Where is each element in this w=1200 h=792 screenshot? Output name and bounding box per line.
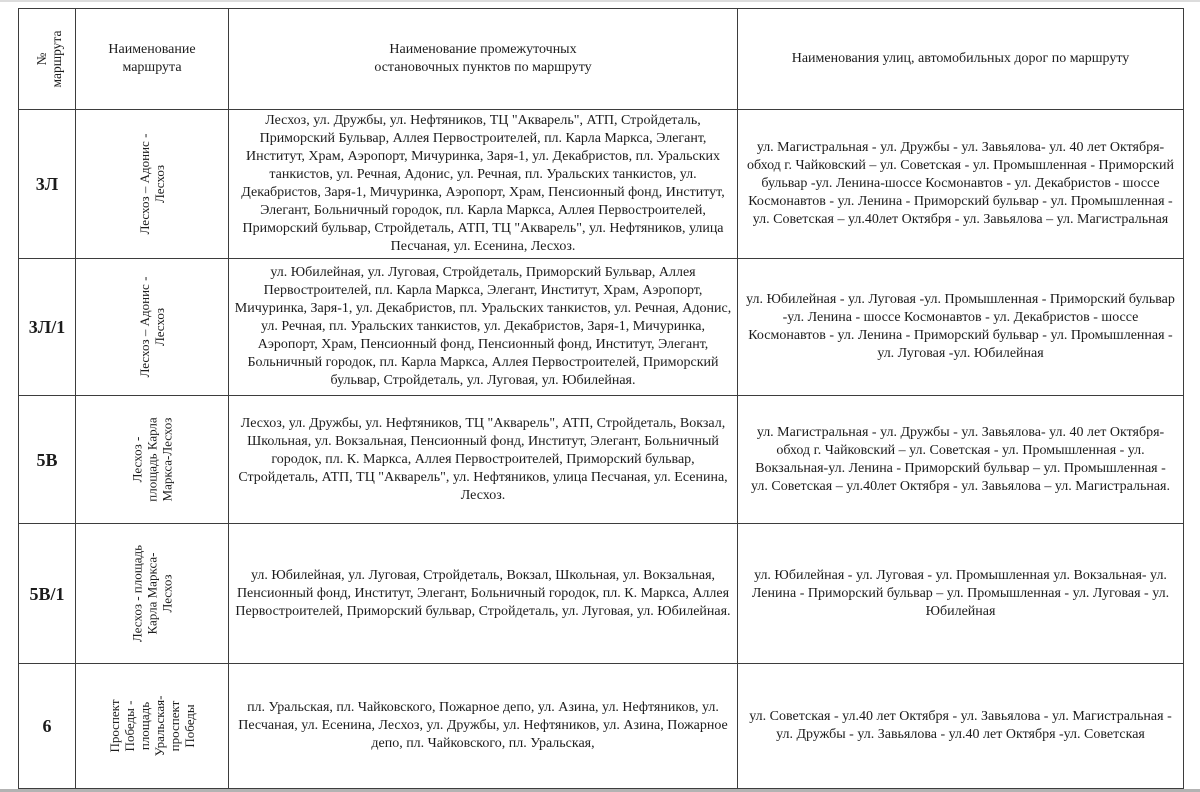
header-stops-label: Наименование промежуточных остановочных пунктов по маршруту: [374, 42, 592, 75]
header-route-name-label: Наименование маршрута: [108, 42, 196, 75]
route-stops-cell: Лесхоз, ул. Дружбы, ул. Нефтяников, ТЦ "Акварель", АТП, Стройдеталь, Приморский Бульвар, Аллея Первостроителей, пл. Карла Маркса, Элегант, Институт, Храм, Аэропорт, Мичуринка, Заря-1, ул. Декабристов, пл. Уральских танкистов, ул. Речная, Адонис, ул. Речная, пл. Уральских танкистов, ул. Декабристов, Заря-1, Мичуринка, Аэропорт, Храм, Пенсионный фонд, Институт, Элегант, Больничный городок, пл. Карла Маркса, Аллея Первостроителей, Приморский бульвар, Стройдеталь, АТП, ТЦ "Акварель", ул. Нефтяников, улица Песчаная, ул. Есенина, Лесхоз.: [229, 110, 738, 259]
route-number: 6: [42, 716, 52, 736]
route-number-cell: [19, 664, 76, 789]
route-streets-cell: ул. Магистральная - ул. Дружбы - ул. Завьялова- ул. 40 лет Октября- обход г. Чайковский – ул. Советская - ул. Промышленная - ул. Вокзальная-ул. Ленина - Приморский бульвар – ул. Промышленная - ул. Советская – ул.40лет Октября - ул. Завьялова – ул. Магистральная.: [738, 396, 1184, 524]
route-name: Лесхоз – Адонис - Лесхоз: [137, 276, 167, 378]
route-name: Лесхоз – Адонис - Лесхоз: [137, 133, 167, 235]
route-name-cell: [76, 664, 229, 789]
route-name-cell: [76, 524, 229, 664]
route-row: [19, 396, 1184, 524]
route-name: Лесхоз - площадь Карла Маркса- Лесхоз: [129, 544, 175, 643]
document-page: [18, 8, 1200, 792]
route-streets-cell: ул. Юбилейная - ул. Луговая -ул. Промышленная - Приморский бульвар -ул. Ленина - шоссе Космонавтов - ул. Декабристов - шоссе Космонавтов - ул. Ленина - Приморский бульвар - ул. Промышленная - ул. Луговая -ул. Юбилейная: [738, 259, 1184, 396]
route-row: [19, 259, 1184, 396]
route-name-cell: [76, 259, 229, 396]
header-row: [19, 9, 1184, 110]
route-stops-cell: Лесхоз, ул. Дружбы, ул. Нефтяников, ТЦ "Акварель", АТП, Стройдеталь, Вокзал, Школьная, ул. Вокзальная, Пенсионный фонд, Институт, Элегант, Больничный городок, пл. К. Маркса, Аллея Первостроителей, Приморский бульвар, Стройдеталь, АТП, ТЦ "Акварель", ул. Нефтяников, улица Песчаная, ул. Есенина, Лесхоз.: [229, 396, 738, 524]
header-route-number-label: № маршрута: [34, 30, 64, 88]
route-number: 5В/1: [29, 583, 65, 604]
route-name-cell: [76, 396, 229, 524]
route-number-cell: [19, 524, 76, 664]
route-row: [19, 664, 1184, 789]
route-number-cell: [19, 396, 76, 524]
route-streets-cell: ул. Юбилейная - ул. Луговая - ул. Промышленная ул. Вокзальная- ул. Ленина - Приморский бульвар – ул. Промышленная - ул. Луговая - ул. Юбилейная: [738, 524, 1184, 664]
bus-routes-table: [18, 8, 1184, 789]
header-streets: [738, 9, 1184, 110]
route-streets-cell: ул. Магистральная - ул. Дружбы - ул. Завьялова- ул. 40 лет Октября- обход г. Чайковский – ул. Советская - ул. Промышленная - Приморский бульвар -ул. Ленина-шоссе Космонавтов - ул. Декабристов - шоссе Космонавтов - ул. Ленина - Приморский бульвар - ул. Промышленная - ул. Советская – ул.40лет Октября - ул. Завьялова – ул. Магистральная: [738, 110, 1184, 259]
route-name-cell: [76, 110, 229, 259]
header-route-name: [76, 9, 229, 110]
route-name: Лесхоз - площадь Карла Маркса-Лесхоз: [129, 417, 175, 502]
route-name: Проспект Победы - площадь Уральская- проспект Победы: [107, 695, 197, 757]
route-stops-cell: ул. Юбилейная, ул. Луговая, Стройдеталь, Приморский Бульвар, Аллея Первостроителей, пл. Карла Маркса, Элегант, Институт, Храм, Аэропорт, Мичуринка, Заря-1, ул. Декабристов, пл. Уральских танкистов, ул. Речная, Адонис, ул. Речная, пл. Уральских танкистов, ул. Декабристов, Заря-1, Мичуринка, Аэропорт, Храм, Пенсионный фонд, Пенсионный фонд, Институт, Элегант, Больничный городок, пл. Карла Маркса, Аллея Первостроителей, Приморский бульвар, Стройдеталь, ул. Луговая, ул. Юбилейная.: [229, 259, 738, 396]
route-row: [19, 110, 1184, 259]
route-streets-cell: ул. Советская - ул.40 лет Октября - ул. Завьялова - ул. Магистральная - ул. Дружбы - ул. Завьялова - ул.40 лет Октября -ул. Советская: [738, 664, 1184, 789]
route-number-cell: [19, 259, 76, 396]
page-top-divider: [0, 0, 1200, 2]
route-number: 3Л: [35, 174, 59, 194]
header-streets-label: Наименования улиц, автомобильных дорог по маршруту: [791, 51, 1130, 66]
route-number: 3Л/1: [28, 317, 66, 337]
route-number-cell: [19, 110, 76, 259]
route-stops-cell: пл. Уральская, пл. Чайковского, Пожарное депо, ул. Азина, ул. Нефтяников, ул. Песчаная, ул. Есенина, Лесхоз, ул. Дружбы, ул. Нефтяников, ул. Азина, Пожарное депо, пл. Чайковского, пл. Уральская,: [229, 664, 738, 789]
header-stops: [229, 9, 738, 110]
route-number: 5В: [36, 449, 58, 470]
header-route-number: [19, 9, 76, 110]
route-row: [19, 524, 1184, 664]
route-stops-cell: ул. Юбилейная, ул. Луговая, Стройдеталь, Вокзал, Школьная, ул. Вокзальная, Пенсионный фонд, Институт, Элегант, Больничный городок, пл. К. Маркса, Аллея Первостроителей, Приморский бульвар, Стройдеталь, ул. Луговая, ул. Юбилейная.: [229, 524, 738, 664]
